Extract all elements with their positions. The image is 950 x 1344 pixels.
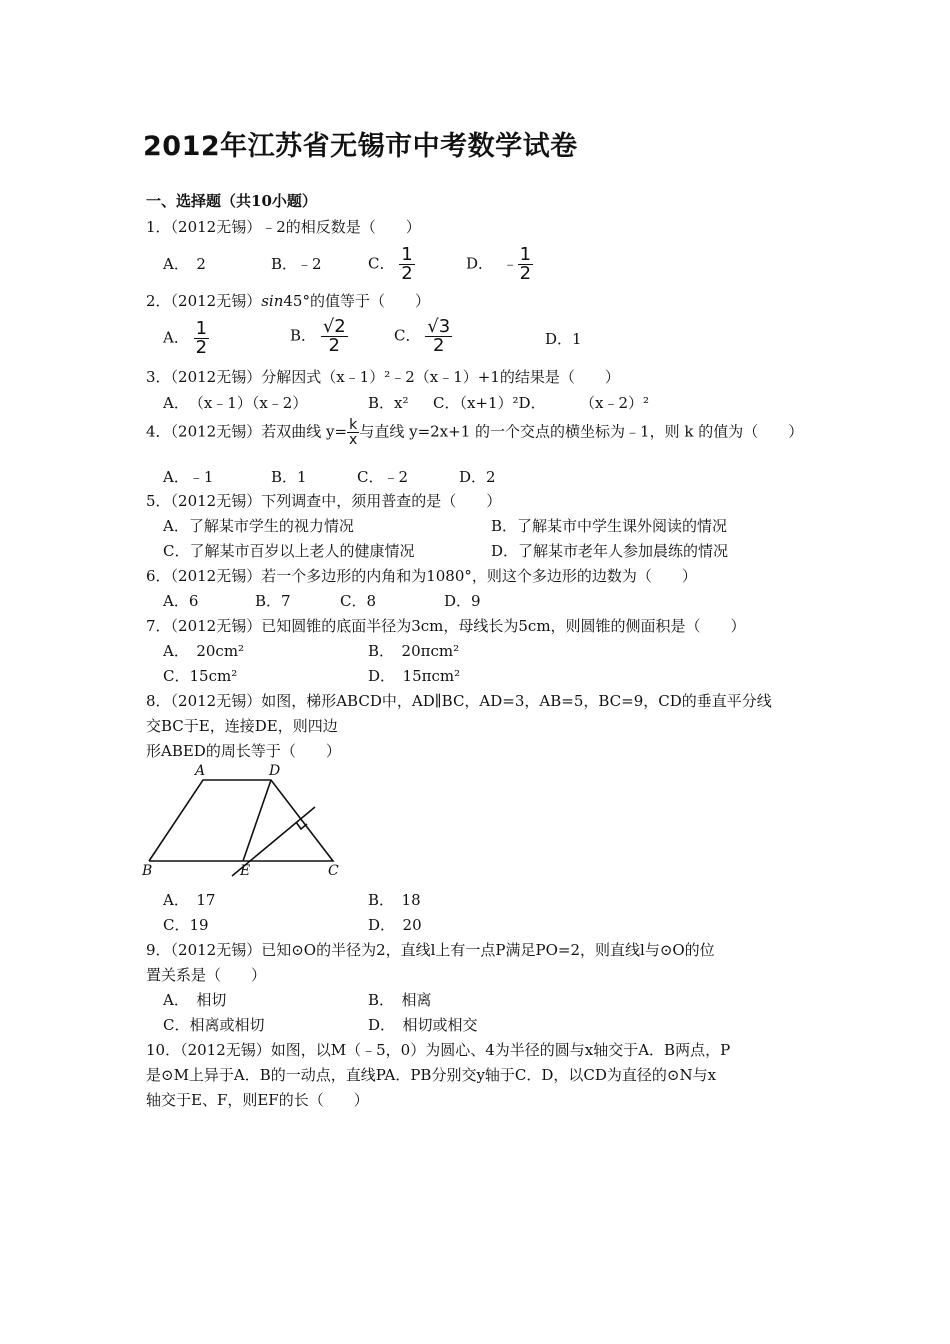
q8-option-c: C．19 — [163, 916, 209, 934]
label-a: A — [195, 763, 206, 779]
q10-stem-line1: 10．（2012无锡）如图，以M（﹣5，0）为圆心、4为半径的圆与x轴交于A．B两点，P — [146, 1041, 731, 1059]
trapezoid-figure — [140, 758, 350, 882]
label-d: D — [269, 763, 281, 779]
trapezoid-outline — [149, 780, 333, 861]
q10-stem-line2: 是⊙M上异于A．B的一动点，直线PA．PB分别交y轴于C．D，以CD为直径的⊙N与x — [146, 1066, 717, 1084]
q4-option-d: D．2 — [459, 468, 496, 486]
q2-option-d: D．1 — [545, 330, 582, 348]
q8-stem-line1: 8．（2012无锡）如图，梯形ABCD中，AD∥BC，AD=3，AB=5，BC=9，CD的垂直平分线 — [146, 692, 772, 710]
q3-option-d: （x﹣2）² — [580, 394, 650, 412]
q9-option-c: C．相离或相切 — [163, 1016, 265, 1034]
q6-option-b: B．7 — [255, 592, 291, 610]
q6-option-a: A．6 — [163, 592, 199, 610]
q9-option-d: D． 相切或相交 — [368, 1016, 478, 1034]
q1-option-b: B．﹣2 — [271, 255, 322, 273]
q9-option-a: A． 相切 — [163, 991, 227, 1009]
q7-option-a: A． 20cm² — [163, 642, 245, 660]
q5-option-c: C．了解某市百岁以上老人的健康情况 — [163, 542, 415, 560]
q4-option-b: B．1 — [271, 468, 307, 486]
q1-option-c: C． $\frac{1}{2}$ — [368, 244, 413, 284]
section-heading: 一、选择题（共10小题） — [146, 192, 317, 210]
q6-option-c: C．8 — [340, 592, 377, 610]
q1-option-a: A． 2 — [163, 255, 206, 273]
q2-stem: 2．（2012无锡）sin45°的值等于（ ） — [146, 292, 430, 310]
q4-stem: 4．（2012无锡）若双曲线 y= $\frac{k}{x}$ 与直线 y=2x+1 的一个交点的横坐标为﹣1，则 k 的值为（ ） — [146, 417, 804, 448]
segment-de — [243, 780, 271, 861]
q5-option-a: A．了解某市学生的视力情况 — [163, 517, 354, 535]
q3-option-b: B．x² — [368, 394, 409, 412]
q2-option-c: C． $\frac{√3}{2}$ — [394, 316, 451, 356]
q1-stem: 1．（2012无锡）﹣2的相反数是（ ） — [146, 218, 421, 236]
q8-stem-line3: 形ABED的周长等于（ ） — [146, 742, 341, 760]
q3-option-a: A． （x﹣1）（x﹣2） — [163, 394, 308, 412]
q10-stem-line3: 轴交于E、F，则EF的长（ ） — [146, 1091, 369, 1109]
q5-option-b: B．了解某市中学生课外阅读的情况 — [491, 517, 728, 535]
q8-option-b: B． 18 — [368, 891, 421, 909]
q4-option-a: A．﹣1 — [163, 468, 214, 486]
q2-option-b: B． $\frac{√2}{2}$ — [290, 316, 346, 356]
q2-option-a: A． $\frac{1}{2}$ — [163, 318, 208, 358]
q7-option-d: D． 15πcm² — [368, 667, 461, 685]
q7-stem: 7．（2012无锡）已知圆锥的底面半径为3cm，母线长为5cm，则圆锥的侧面积是（ ） — [146, 617, 746, 635]
q8-option-d: D． 20 — [368, 916, 422, 934]
q8-stem-line2: 交BC于E，连接DE，则四边 — [146, 717, 338, 735]
q3-option-c: C．（x+1）²D． — [433, 394, 546, 412]
label-e: E — [240, 863, 251, 879]
right-angle-mark — [296, 822, 307, 829]
label-b: B — [142, 863, 153, 879]
q9-stem-line1: 9．（2012无锡）已知⊙O的半径为2，直线l上有一点P满足PO=2，则直线l与⊙O的位 — [146, 941, 715, 959]
q1-option-d: D． ﹣ $\frac{1}{2}$ — [466, 244, 532, 284]
q3-stem: 3．（2012无锡）分解因式（x﹣1）²﹣2（x﹣1）+1的结果是（ ） — [146, 368, 620, 386]
label-c: C — [328, 863, 339, 879]
q4-option-c: C．﹣2 — [357, 468, 409, 486]
q7-option-b: B． 20πcm² — [368, 642, 460, 660]
q6-option-d: D．9 — [444, 592, 481, 610]
q9-option-b: B． 相离 — [368, 991, 432, 1009]
q7-option-c: C．15cm² — [163, 667, 238, 685]
page-title: 2012年江苏省无锡市中考数学试卷 — [143, 131, 578, 162]
q8-option-a: A． 17 — [163, 891, 216, 909]
q5-stem: 5．（2012无锡）下列调查中，须用普查的是（ ） — [146, 492, 502, 510]
q5-option-d: D．了解某市老年人参加晨练的情况 — [491, 542, 729, 560]
q6-stem: 6．（2012无锡）若一个多边形的内角和为1080°，则这个多边形的边数为（ ） — [146, 567, 697, 585]
q9-stem-line2: 置关系是（ ） — [146, 966, 267, 984]
